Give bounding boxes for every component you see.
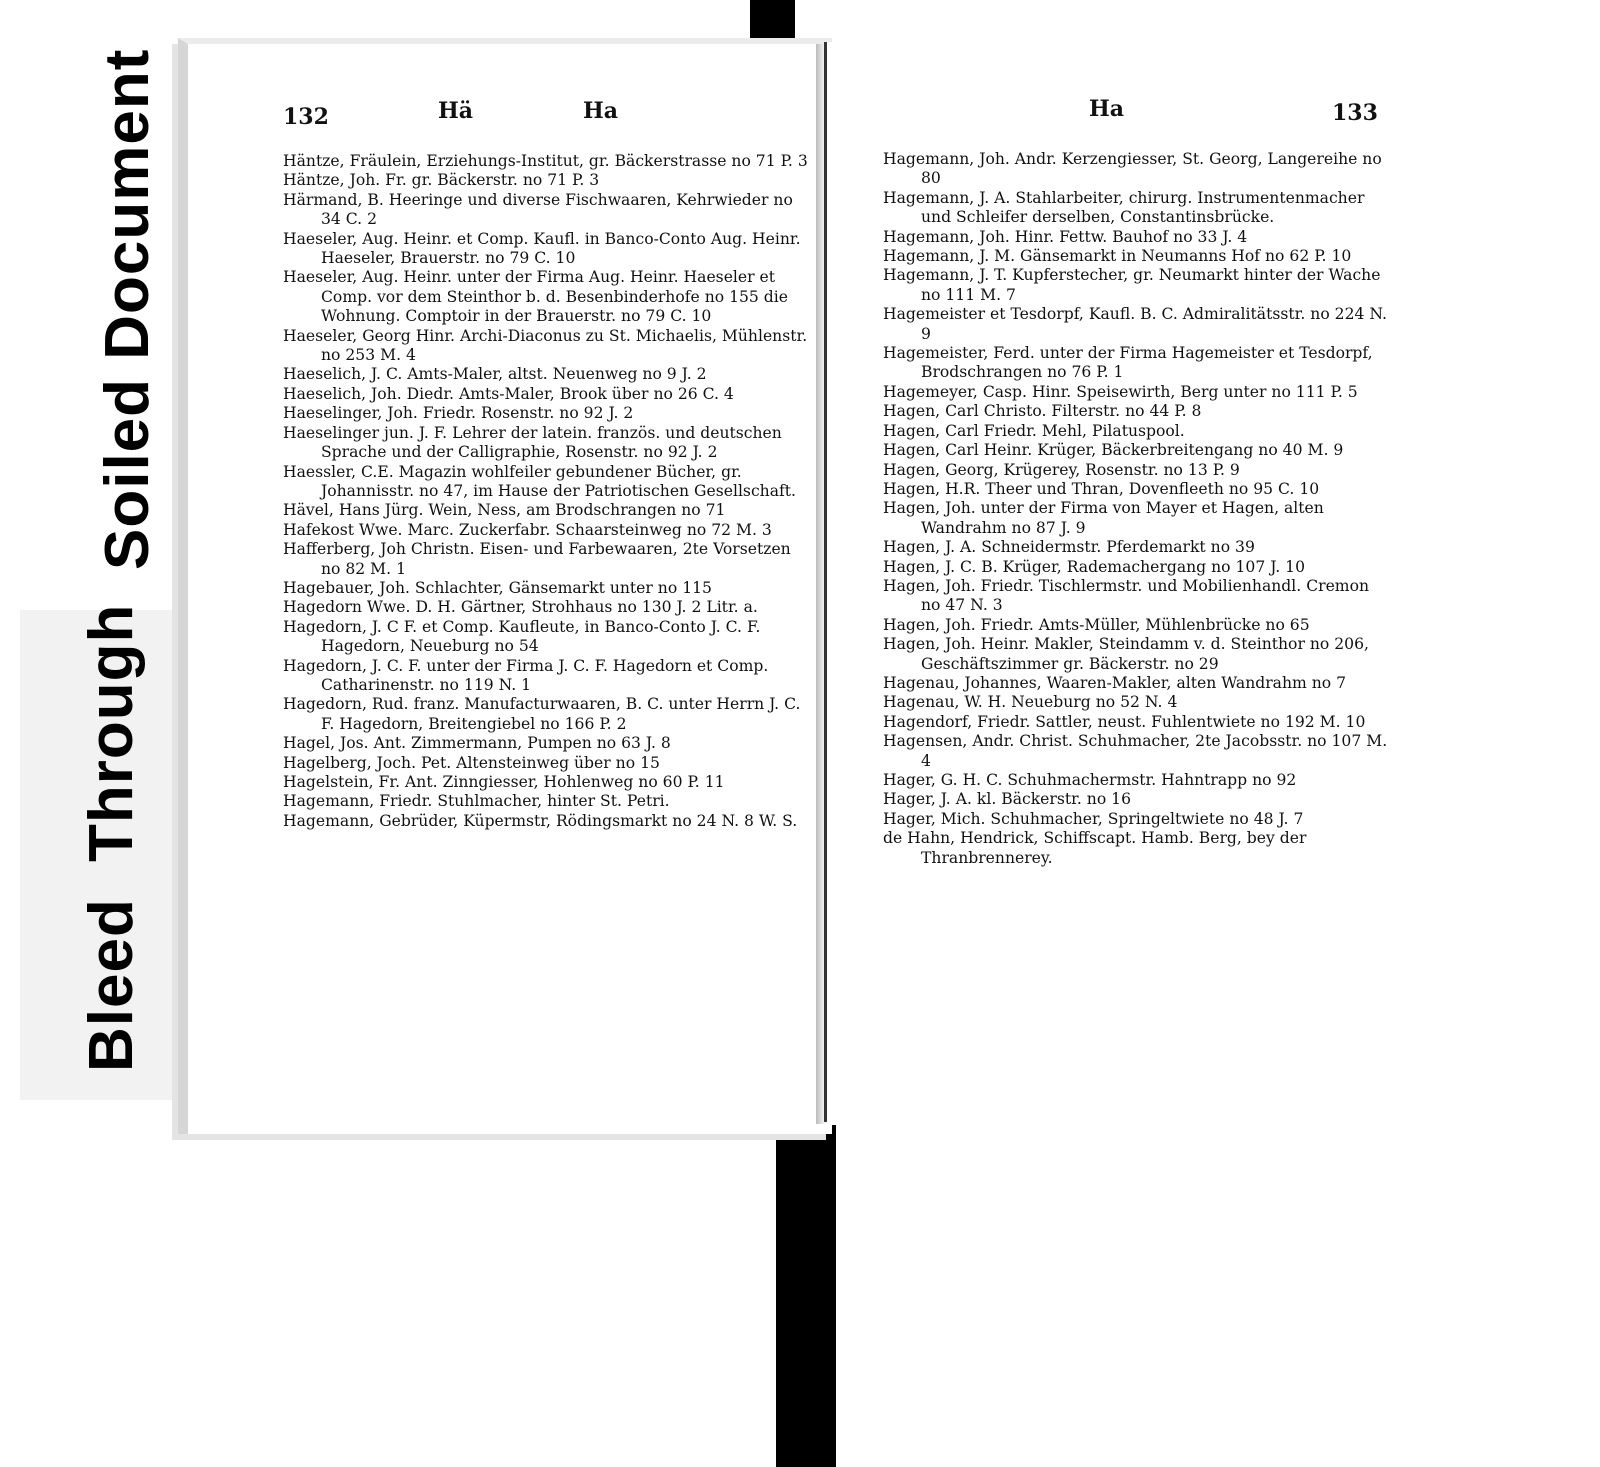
list-item: Hagen, Carl Heinr. Krüger, Bäckerbreitengang no 40 M. 9 <box>883 441 1344 460</box>
list-item: Hagensen, Andr. Christ. Schuhmacher, 2te Jacobsstr. no 107 M. 4 <box>883 732 1388 770</box>
list-item: Haessler, C.E. Magazin wohlfeiler gebundener Bücher, gr. Johannisstr. no 47, im Hause der Patriotischen Gesellschaft. <box>283 462 797 500</box>
list-item: Haeselinger, Joh. Friedr. Rosenstr. no 92 J. 2 <box>283 404 634 423</box>
list-item: Hagemann, Joh. Andr. Kerzengiesser, St. Georg, Langereihe no 80 <box>883 150 1382 188</box>
list-item: Hagemeister et Tesdorpf, Kaufl. B. C. Admiralitätsstr. no 224 N. 9 <box>883 305 1388 343</box>
list-item: Hager, G. H. C. Schuhmachermstr. Hahntrapp no 92 <box>883 771 1297 789</box>
list-item: Haeseler, Georg Hinr. Archi-Diaconus zu St. Michaelis, Mühlenstr. no 253 M. 4 <box>283 326 808 365</box>
spine-bottom-bar <box>776 1125 836 1467</box>
list-item: Hagen, J. C. B. Krüger, Rademachergang no 107 J. 10 <box>883 557 1306 576</box>
list-item: Hagen, Georg, Krügerey, Rosenstr. no 13 P. 9 <box>883 460 1240 479</box>
list-item: Haeseler, Aug. Heinr. unter der Firma Aug. Heinr. Haeseler et Comp. vor dem Steinthor b. d. Besenbinderhofe no 155 die Wohnung. Comptoir in der Brauerstr. no 79 C. 10 <box>283 268 789 326</box>
list-item: Hagel, Jos. Ant. Zimmermann, Pumpen no 63 J. 8 <box>283 734 671 753</box>
list-item: Hafekost Wwe. Marc. Zuckerfabr. Schaarsteinweg no 72 M. 3 <box>283 520 772 539</box>
list-item: Hagemann, J. M. Gänsemarkt in Neumanns Hof no 62 P. 10 <box>883 247 1352 266</box>
list-item: Hagemann, J. T. Kupferstecher, gr. Neumarkt hinter der Wache no 111 M. 7 <box>883 266 1381 304</box>
list-item: Hagelberg, Joch. Pet. Altensteinweg über no 15 <box>283 753 660 772</box>
right-entries-list <box>883 150 1393 868</box>
list-item: Hagen, Joh. Heinr. Makler, Steindamm v. d. Steinthor no 206, Geschäftszimmer gr. Bäckerstr. no 29 <box>883 635 1369 673</box>
left-page-number: 132 <box>283 104 329 130</box>
list-item: Hagen, H.R. Theer und Thran, Dovenfleeth no 95 C. 10 <box>883 479 1320 498</box>
list-item: Hagenau, Johannes, Waaren-Makler, alten Wandrahm no 7 <box>883 673 1347 692</box>
list-item: Hagedorn, J. C. F. unter der Firma J. C. F. Hagedorn et Comp. Catharinenstr. no 119 N. 1 <box>283 656 769 694</box>
left-entries-list <box>283 152 813 831</box>
soiled-document-label: Soiled Document <box>93 48 162 570</box>
bleed-through-label: Bleed Through <box>77 603 146 1072</box>
left-header-secondary: Ha <box>583 98 619 124</box>
list-item: Hagemeyer, Casp. Hinr. Speisewirth, Berg unter no 111 P. 5 <box>883 382 1358 401</box>
side-labels <box>0 0 170 1467</box>
right-header: Ha <box>1089 96 1125 122</box>
list-item: Hagemann, Friedr. Stuhlmacher, hinter St. Petri. <box>283 792 670 811</box>
list-item: Hagemeister, Ferd. unter der Firma Hagemeister et Tesdorpf, Brodschrangen no 76 P. 1 <box>883 344 1373 382</box>
left-page <box>178 38 832 1134</box>
list-item: Hafferberg, Joh Christn. Eisen- und Farbewaaren, 2te Vorsetzen no 82 M. 1 <box>283 540 791 578</box>
list-item: Hagedorn Wwe. D. H. Gärtner, Strohhaus no 130 J. 2 Litr. a. <box>283 598 758 617</box>
list-item: Hagen, Joh. Friedr. Tischlermstr. und Mobilienhandl. Cremon no 47 N. 3 <box>883 576 1370 615</box>
list-item: Hagen, Carl Friedr. Mehl, Pilatuspool. <box>883 421 1185 440</box>
list-item: Hagedorn, Rud. franz. Manufacturwaaren, B. C. unter Herrn J. C. F. Hagedorn, Breitengiebel no 166 P. 2 <box>283 695 801 733</box>
list-item: Haeselich, J. C. Amts-Maler, altst. Neuenweg no 9 J. 2 <box>283 365 707 384</box>
list-item: Hager, Mich. Schuhmacher, Springeltwiete no 48 J. 7 <box>883 809 1304 828</box>
list-item: Hagenau, W. H. Neueburg no 52 N. 4 <box>883 693 1178 712</box>
list-item: Hagedorn, J. C F. et Comp. Kaufleute, in Banco-Conto J. C. F. Hagedorn, Neueburg no 54 <box>283 617 761 656</box>
list-item: Häntze, Fräulein, Erziehungs-Institut, gr. Bäckerstrasse no 71 P. 3 <box>283 152 808 170</box>
list-item: Haeseler, Aug. Heinr. et Comp. Kaufl. in Banco-Conto Aug. Heinr. Haeseler, Brauerstr. no 79 C. 10 <box>283 229 801 268</box>
list-item: Hagemann, Joh. Hinr. Fettw. Bauhof no 33 J. 4 <box>883 227 1248 246</box>
list-item: Hagelstein, Fr. Ant. Zinngiesser, Hohlenweg no 60 P. 11 <box>283 773 725 791</box>
list-item: Hävel, Hans Jürg. Wein, Ness, am Brodschrangen no 71 <box>283 501 726 520</box>
list-item: Hagemann, Gebrüder, Küpermstr, Rödingsmarkt no 24 N. 8 W. S. <box>283 811 798 830</box>
list-item: Hagen, Joh. unter der Firma von Mayer et Hagen, alten Wandrahm no 87 J. 9 <box>883 499 1324 537</box>
left-header-primary: Hä <box>438 98 474 124</box>
list-item: Härmand, B. Heeringe und diverse Fischwaaren, Kehrwieder no 34 C. 2 <box>283 190 793 229</box>
list-item: de Hahn, Hendrick, Schiffscapt. Hamb. Berg, bey der Thranbrennerey. <box>883 829 1307 867</box>
right-page-number: 133 <box>1332 100 1378 126</box>
list-item: Hagen, J. A. Schneidermstr. Pferdemarkt no 39 <box>883 538 1255 557</box>
list-item: Haeselich, Joh. Diedr. Amts-Maler, Brook über no 26 C. 4 <box>283 384 734 403</box>
list-item: Haeselinger jun. J. F. Lehrer der latein. französ. und deutschen Sprache und der Calligraphie, Rosenstr. no 92 J. 2 <box>283 423 782 462</box>
list-item: Hagebauer, Joh. Schlachter, Gänsemarkt unter no 115 <box>283 578 712 597</box>
list-item: Hager, J. A. kl. Bäckerstr. no 16 <box>883 790 1132 809</box>
list-item: Hagendorf, Friedr. Sattler, neust. Fuhlentwiete no 192 M. 10 <box>883 712 1366 731</box>
list-item: Hagen, Joh. Friedr. Amts-Müller, Mühlenbrücke no 65 <box>883 615 1310 634</box>
list-item: Hagen, Carl Christo. Filterstr. no 44 P. 8 <box>883 402 1202 421</box>
list-item: Häntze, Joh. Fr. gr. Bäckerstr. no 71 P. 3 <box>283 171 600 190</box>
right-page <box>824 42 1403 1122</box>
list-item: Hagemann, J. A. Stahlarbeiter, chirurg. Instrumentenmacher und Schleifer derselben, Constantinsbrücke. <box>883 188 1365 227</box>
